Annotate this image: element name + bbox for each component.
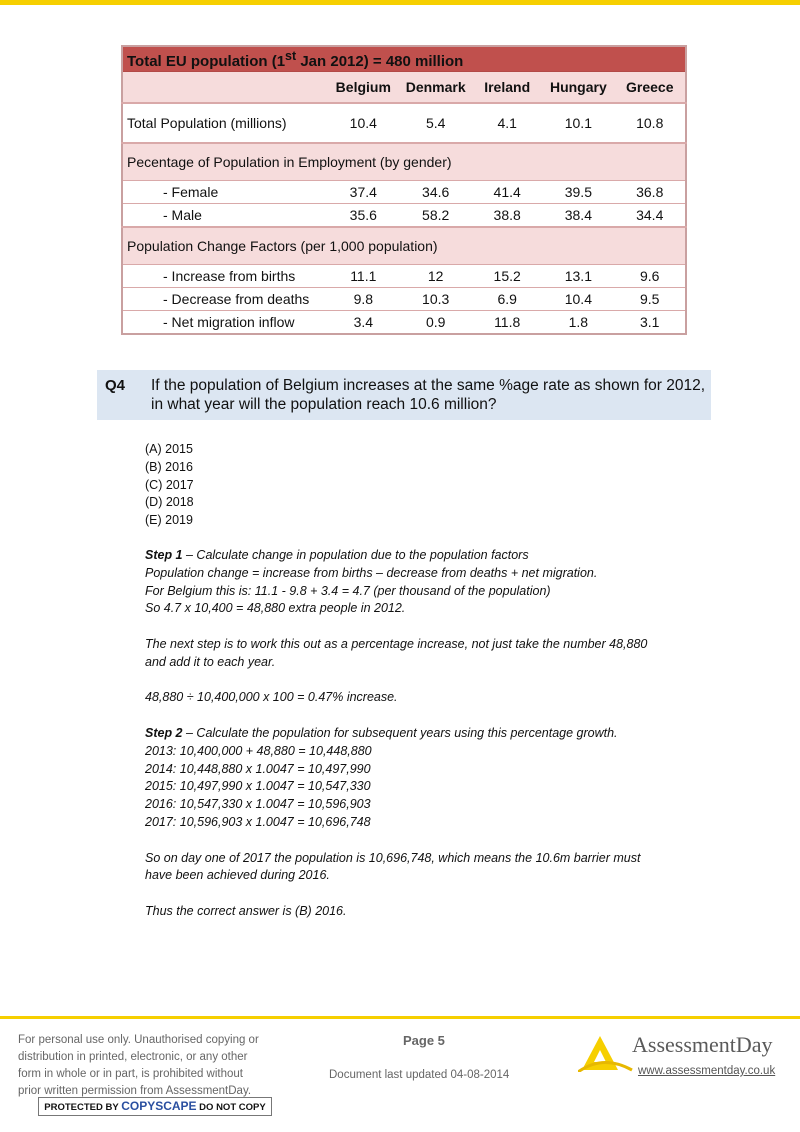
table-row: - Net migration inflow 3.4 0.9 11.8 1.8 3.1	[122, 311, 686, 335]
option-a: (A) 2015	[145, 442, 193, 456]
table-title-row	[122, 46, 686, 72]
copyscape-badge[interactable]: PROTECTED BY COPYSCAPE DO NOT COPY	[38, 1097, 272, 1116]
solution-line: 2016: 10,547,330 x 1.0047 = 10,596,903	[145, 797, 371, 812]
answer-options	[145, 441, 194, 530]
website-link[interactable]: www.assessmentday.co.uk	[638, 1065, 776, 1077]
option-c: (C) 2017	[145, 477, 194, 492]
solution-line: and add it to each year.	[145, 654, 276, 669]
solution-line: 2013: 10,400,000 + 48,880 = 10,448,880	[145, 743, 372, 758]
solution-line: 48,880 ÷ 10,400,000 x 100 = 0.47% increase.	[145, 690, 398, 705]
population-table	[121, 45, 687, 335]
solution-line: For Belgium this is: 11.1 - 9.8 + 3.4 = 4.7 (per thousand of the population)	[145, 583, 551, 598]
question-text: If the population of Belgium increases at the same %age rate as shown for 2012, in what year will the population reach 10.6 million?	[151, 377, 706, 413]
question-box	[97, 370, 711, 420]
top-accent-bar	[0, 0, 800, 5]
col-greece: Greece	[614, 72, 686, 104]
solution-line: 2014: 10,448,880 x 1.0047 = 10,497,990	[145, 761, 371, 776]
page-number: Page 5	[403, 1033, 445, 1048]
table-row: - Increase from births 11.1 12 15.2 13.1 9.6	[122, 265, 686, 288]
table-title: Total EU population (1st Jan 2012) = 480 million	[122, 46, 686, 72]
table-row: - Female 37.4 34.6 41.4 39.5 36.8	[122, 181, 686, 204]
solution-line: So 4.7 x 10,400 = 48,880 extra people in 2012.	[145, 601, 406, 616]
copyright-notice: For personal use only. Unauthorised copying or distribution in printed, electronic, or any other form in whole or in part, is prohibited without prior written permission from AssessmentDay.	[18, 1034, 259, 1097]
brand-name: AssessmentDay	[632, 1032, 773, 1057]
solution-line: The next step is to work this out as a percentage increase, not just take the number 48,880	[145, 636, 648, 651]
option-b: (B) 2016	[145, 459, 193, 474]
solution-line: Population change = increase from births – decrease from deaths + net migration.	[145, 565, 598, 580]
answer-line: Thus the correct answer is (B) 2016.	[145, 903, 347, 918]
solution-line: So on day one of 2017 the population is 10,696,748, which means the 10.6m barrier must	[145, 850, 641, 865]
step2-heading: Step 2 – Calculate the population for subsequent years using this percentage growth.	[145, 725, 618, 740]
col-hungary: Hungary	[542, 72, 614, 104]
col-belgium: Belgium	[327, 72, 399, 104]
table-section-header: Population Change Factors (per 1,000 population)	[122, 227, 686, 265]
table-row: Total Population (millions) 10.4 5.4 4.1 10.1 10.8	[122, 103, 686, 143]
table-section-header: Pecentage of Population in Employment (by gender)	[122, 143, 686, 181]
table-header-row	[122, 72, 686, 104]
last-updated: Document last updated 04-08-2014	[329, 1069, 510, 1081]
solution-line: have been achieved during 2016.	[145, 868, 330, 883]
solution-line: 2017: 10,596,903 x 1.0047 = 10,696,748	[145, 814, 371, 829]
solution-line: 2015: 10,497,990 x 1.0047 = 10,547,330	[145, 779, 371, 794]
option-e: (E) 2019	[145, 513, 193, 528]
option-d: (D) 2018	[145, 495, 194, 510]
col-denmark: Denmark	[399, 72, 472, 104]
table-row: - Male 35.6 58.2 38.8 38.4 34.4	[122, 204, 686, 228]
question-number: Q4	[105, 377, 126, 394]
footer-accent-bar	[0, 1016, 800, 1019]
col-ireland: Ireland	[472, 72, 542, 104]
table-row: - Decrease from deaths 9.8 10.3 6.9 10.4 9.5	[122, 288, 686, 311]
step1-heading: Step 1 – Calculate change in population due to the population factors	[145, 548, 529, 562]
solution-text	[145, 547, 705, 921]
